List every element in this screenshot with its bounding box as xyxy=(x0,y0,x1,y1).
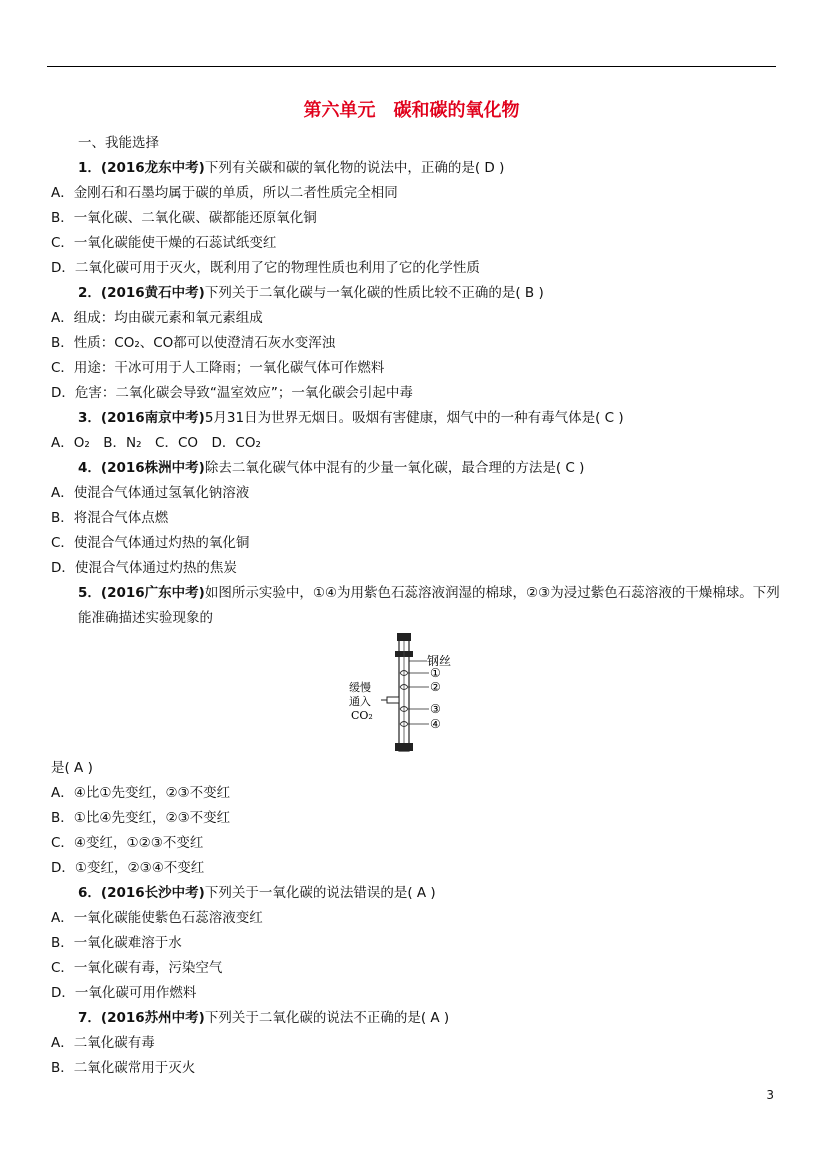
question-source: (2016南京中考) xyxy=(100,410,205,426)
question-stem: 下列关于一氧化碳的说法错误的是( A ) xyxy=(204,885,436,901)
question-number: 7． xyxy=(78,1010,101,1026)
option: A．组成：均由碳元素和氧元素组成 xyxy=(51,310,263,326)
question-number: 4． xyxy=(78,460,101,476)
section-heading: 一、我能选择 xyxy=(78,135,159,151)
question-stem: 下列有关碳和碳的氧化物的说法中，正确的是( D ) xyxy=(204,160,505,176)
option: C．一氧化碳能使干燥的石蕊试纸变红 xyxy=(51,235,277,251)
question-stem: 除去二氧化碳气体中混有的少量一氧化碳，最合理的方法是( C ) xyxy=(204,460,585,476)
question-source: (2016株洲中考) xyxy=(100,460,205,476)
option: A．④比①先变红，②③不变红 xyxy=(51,785,231,801)
option: B．①比④先变红，②③不变红 xyxy=(51,810,231,826)
question-1 xyxy=(78,156,783,181)
option: C．用途：干冰可用于人工降雨；一氧化碳气体可作燃料 xyxy=(51,360,385,376)
question-number: 6． xyxy=(78,885,101,901)
question-number: 5． xyxy=(78,585,101,601)
page-number: 3 xyxy=(766,1088,774,1102)
question-5 xyxy=(78,581,783,631)
option: B．性质：CO₂、CO都可以使澄清石灰水变浑浊 xyxy=(51,335,336,351)
question-stem: 5月31日为世界无烟日。吸烟有害健康，烟气中的一种有毒气体是( C ) xyxy=(204,410,624,426)
question-source: (2016长沙中考) xyxy=(100,885,205,901)
inlet-label-3: CO₂ xyxy=(351,709,373,722)
question-stem: 如图所示实验中，①④为用紫色石蕊溶液润湿的棉球，②③为浸过紫色石蕊溶液的干燥棉球。下列能准确描述实验现象的 xyxy=(78,585,780,626)
option: A．使混合气体通过氢氧化钠溶液 xyxy=(51,485,250,501)
option: A．二氧化碳有毒 xyxy=(51,1035,155,1051)
page-title: 第六单元 碳和碳的氧化物 xyxy=(303,100,520,121)
option: A．O₂ B．N₂ C．CO D．CO₂ xyxy=(51,435,261,451)
question-source: (2016黄石中考) xyxy=(100,285,205,301)
option: A．一氧化碳能使紫色石蕊溶液变红 xyxy=(51,910,263,926)
question-number: 3． xyxy=(78,410,101,426)
question-source: (2016苏州中考) xyxy=(100,1010,205,1026)
option: B．一氧化碳、二氧化碳、碳都能还原氧化铜 xyxy=(51,210,317,226)
option: A．金刚石和石墨均属于碳的单质，所以二者性质完全相同 xyxy=(51,185,398,201)
question-5-answer: 是( A ) xyxy=(51,760,93,776)
option: D．一氧化碳可用作燃料 xyxy=(51,985,197,1001)
question-2 xyxy=(78,281,783,306)
question-source: (2016龙东中考) xyxy=(100,160,205,176)
wire-label: 钢丝 xyxy=(427,654,452,668)
question-stem: 下列关于二氧化碳的说法不正确的是( A ) xyxy=(204,1010,450,1026)
question-6 xyxy=(78,881,783,906)
option: D．①变红，②③④不变红 xyxy=(51,860,205,876)
inlet-label-2: 通入 xyxy=(349,695,371,708)
option: C．一氧化碳有毒，污染空气 xyxy=(51,960,223,976)
option: B．二氧化碳常用于灭火 xyxy=(51,1060,196,1076)
question-number: 2． xyxy=(78,285,101,301)
option: C．使混合气体通过灼热的氧化铜 xyxy=(51,535,250,551)
question-source: (2016广东中考) xyxy=(100,585,205,601)
question-number: 1． xyxy=(78,160,101,176)
question-4 xyxy=(78,456,783,481)
ball-label-1: ① xyxy=(430,666,441,680)
question-3 xyxy=(78,406,783,431)
experiment-apparatus-diagram xyxy=(341,631,491,756)
option: D．使混合气体通过灼热的焦炭 xyxy=(51,560,237,576)
ball-label-3: ③ xyxy=(430,702,441,716)
question-stem: 下列关于二氧化碳与一氧化碳的性质比较不正确的是( B ) xyxy=(204,285,544,301)
option: D．二氧化碳可用于灭火，既利用了它的物理性质也利用了它的化学性质 xyxy=(51,260,480,276)
experiment-figure xyxy=(51,631,783,756)
option: B．一氧化碳难溶于水 xyxy=(51,935,182,951)
ball-label-2: ② xyxy=(430,680,441,694)
document-body xyxy=(51,131,783,1081)
option: B．将混合气体点燃 xyxy=(51,510,169,526)
inlet-label-1: 缓慢 xyxy=(349,681,371,694)
question-7 xyxy=(78,1006,783,1031)
ball-label-4: ④ xyxy=(430,717,441,731)
option: D．危害：二氧化碳会导致“温室效应”；一氧化碳会引起中毒 xyxy=(51,385,413,401)
option: C．④变红，①②③不变红 xyxy=(51,835,204,851)
header-rule xyxy=(47,66,776,67)
